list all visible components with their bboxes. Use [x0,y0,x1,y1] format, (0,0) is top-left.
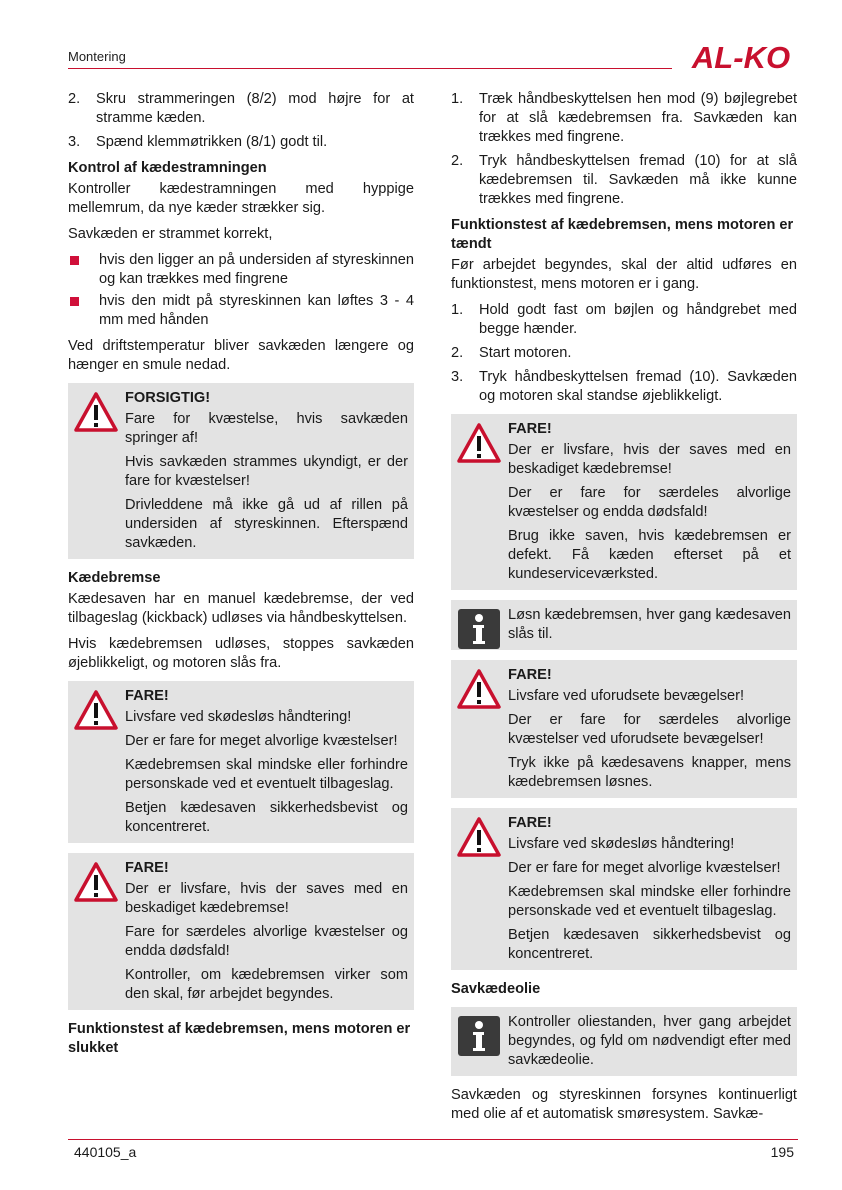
section-title: Montering [68,49,126,64]
warning-icon [457,816,501,858]
paragraph: Savkæden er strammet korrekt, [68,226,273,242]
warning-icon [74,689,118,731]
paragraph: Kontroller kædestramningen med hyppige mellemrum, da nye kæder strækker sig. [68,181,414,216]
list-item: hvis den midt på styreskinnen kan løftes 3 - 4 mm med hånden [68,292,414,330]
page-number: 195 [770,1144,794,1160]
box-title: FARE! [508,667,552,683]
bullet-icon [70,256,79,265]
heading-kaedebremse: Kædebremse [68,570,161,586]
warning-icon [74,391,118,433]
box-line: Brug ikke saven, hvis kædebremsen er defekt. Få kæden efterset på et kundeserviceværksted. [508,528,791,582]
box-line: Kædebremsen skal mindske eller forhindre personskade ved et eventuelt tilbageslag. [125,757,408,792]
test-off-steps [451,90,797,209]
paragraph: Kædesaven har en manuel kædebremse, der ved tilbageslag (kickback) udløses via håndbeskyttelsen. [68,591,414,626]
box-title: FARE! [508,815,552,831]
box-line: Kædebremsen skal mindske eller forhindre personskade ved et eventuelt tilbageslag. [508,884,791,919]
info-icon [457,608,501,650]
list-item: 2. Skru strammeringen (8/2) mod højre for at stramme kæden. [68,91,414,126]
info-box [451,600,797,650]
heading-test-off: Funktionstest af kædebremsen, mens motoren er slukket [68,1021,411,1056]
bullet-icon [70,297,79,306]
list-item: 1. Træk håndbeskyttelsen hen mod (9) bøjlegrebet for at slå kædebremsen fra. Savkæden kan trækkes med fingrene. [451,91,797,145]
list-item: 2. Tryk håndbeskyttelsen fremad (10) for at slå kædebremsen til. Savkæden må ikke kunne trækkes med fingrene. [451,153,797,207]
box-title: FARE! [125,860,169,876]
right-column [451,90,797,1131]
list-item: 2. Start motoren. [451,345,572,361]
tension-bullets [68,251,414,330]
box-line: Hvis savkæden strammes ukyndigt, er der fare for kvæstelser! [125,454,408,489]
caution-box [68,383,414,559]
box-line: Tryk ikke på kædesavens knapper, mens kædebremsen løsnes. [508,755,791,790]
box-line: Fare for kvæstelse, hvis savkæden springer af! [125,411,408,446]
document-id: 440105_a [74,1144,137,1160]
header-divider [68,68,672,69]
danger-box [451,660,797,798]
paragraph: Før arbejdet begyndes, skal der altid udføres en funktionstest, mens motoren er i gang. [451,257,797,292]
footer-divider [68,1139,798,1140]
list-item: 3. Spænd klemmøtrikken (8/1) godt til. [68,134,328,150]
list-item: 1. Hold godt fast om bøjlen og håndgrebet med begge hænder. [451,302,797,337]
danger-box [451,808,797,970]
alko-logo [683,40,799,74]
box-line: Livsfare ved skødesløs håndtering! [125,709,352,725]
list-item: 3. Tryk håndbeskyttelsen fremad (10). Savkæden og motoren skal standse øjeblikkeligt. [451,369,797,404]
test-on-steps [451,301,797,406]
box-line: Livsfare ved uforudsete bevægelser! [508,688,745,704]
box-line: Løsn kædebremsen, hver gang kædesaven slås til. [508,607,791,642]
box-line: Betjen kædesaven sikkerhedsbevist og koncentreret. [508,927,791,962]
box-line: Der er fare for særdeles alvorlige kvæstelser og endda dødsfald! [508,485,791,520]
box-line: Drivleddene må ikke gå ud af rillen på undersiden af styreskinnen. Efterspænd savkæden. [125,497,408,551]
left-column [68,90,414,1060]
box-line: Kontroller, om kædebremsen virker som den skal, før arbejdet begyndes. [125,967,408,1002]
paragraph: Hvis kædebremsen udløses, stoppes savkæden øjeblikkeligt, og motoren slås fra. [68,636,414,671]
paragraph: Savkæden og styreskinnen forsynes kontinuerligt med olie af et automatisk smøresystem. Savkæ- [451,1087,797,1122]
logo-text: AL-KO [691,40,791,74]
box-line: Fare for særdeles alvorlige kvæstelser og endda dødsfald! [125,924,408,959]
warning-icon [457,668,501,710]
box-line: Kontroller oliestanden, hver gang arbejdet begyndes, og fyld om nødvendigt efter med savkædeolie. [508,1014,791,1068]
info-box [451,1007,797,1076]
box-title: FORSIGTIG! [125,390,211,406]
box-line: Der er fare for særdeles alvorlige kvæstelser ved uforudsete bevægelser! [508,712,791,747]
paragraph: Ved driftstemperatur bliver savkæden længere og hænger en smule nedad. [68,338,414,373]
danger-box [451,414,797,590]
heading-oil: Savkædeolie [451,981,541,997]
box-line: Livsfare ved skødesløs håndtering! [508,836,735,852]
list-item: hvis den ligger an på undersiden af styreskinnen og kan trækkes med fingrene [68,251,414,289]
warning-icon [457,422,501,464]
info-icon [457,1015,501,1057]
danger-box [68,853,414,1010]
box-title: FARE! [125,688,169,704]
heading-kontrol: Kontrol af kædestramningen [68,160,267,176]
box-line: Der er livsfare, hvis der saves med en beskadiget kædebremse! [508,442,791,477]
box-line: Der er fare for meget alvorlige kvæstelser! [508,860,781,876]
heading-test-on: Funktionstest af kædebremsen, mens motoren er tændt [451,217,794,252]
box-title: FARE! [508,421,552,437]
danger-box [68,681,414,843]
box-line: Der er livsfare, hvis der saves med en beskadiget kædebremse! [125,881,408,916]
warning-icon [74,861,118,903]
box-line: Betjen kædesaven sikkerhedsbevist og koncentreret. [125,800,408,835]
tension-steps [68,90,414,152]
box-line: Der er fare for meget alvorlige kvæstelser! [125,733,398,749]
